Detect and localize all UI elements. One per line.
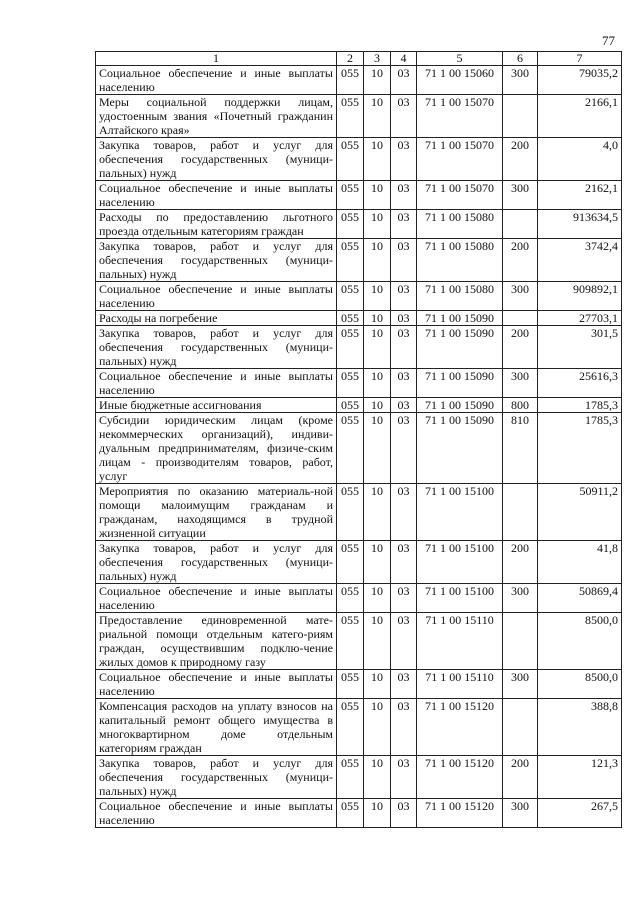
row-description: Социальное обеспечение и иные выплаты населению [96, 66, 337, 95]
admin-code: 055 [337, 613, 364, 670]
section-code: 10 [364, 799, 391, 828]
admin-code: 055 [337, 138, 364, 181]
expense-type-code [503, 484, 538, 541]
row-description: Расходы на погребение [96, 311, 337, 326]
row-description: Социальное обеспечение и иные выплаты населению [96, 799, 337, 828]
section-code: 10 [364, 670, 391, 699]
expense-type-code: 300 [503, 181, 538, 210]
subsection-code: 03 [391, 239, 417, 282]
admin-code: 055 [337, 210, 364, 239]
subsection-code: 03 [391, 484, 417, 541]
amount: 4,0 [538, 138, 622, 181]
admin-code: 055 [337, 239, 364, 282]
amount: 8500,0 [538, 613, 622, 670]
section-code: 10 [364, 210, 391, 239]
subsection-code: 03 [391, 282, 417, 311]
column-header: 7 [538, 52, 622, 66]
section-code: 10 [364, 584, 391, 613]
row-description: Социальное обеспечение и иные выплаты населению [96, 670, 337, 699]
table-row [96, 369, 622, 398]
admin-code: 055 [337, 699, 364, 756]
subsection-code: 03 [391, 311, 417, 326]
budget-table [95, 51, 622, 828]
expense-type-code: 810 [503, 413, 538, 484]
table-row [96, 138, 622, 181]
column-header: 5 [417, 52, 503, 66]
row-description: Социальное обеспечение и иные выплаты населению [96, 181, 337, 210]
table-row [96, 484, 622, 541]
row-description: Закупка товаров, работ и услуг для обеспечения государственных (муници-пальных) нужд [96, 541, 337, 584]
expense-type-code: 300 [503, 670, 538, 699]
target-item-code: 71 1 00 15100 [417, 584, 503, 613]
subsection-code: 03 [391, 756, 417, 799]
admin-code: 055 [337, 181, 364, 210]
target-item-code: 71 1 00 15090 [417, 326, 503, 369]
row-description: Социальное обеспечение и иные выплаты населению [96, 369, 337, 398]
expense-type-code: 300 [503, 369, 538, 398]
admin-code: 055 [337, 484, 364, 541]
column-header: 1 [96, 52, 337, 66]
section-code: 10 [364, 282, 391, 311]
table-row [96, 413, 622, 484]
subsection-code: 03 [391, 699, 417, 756]
subsection-code: 03 [391, 181, 417, 210]
section-code: 10 [364, 699, 391, 756]
section-code: 10 [364, 413, 391, 484]
expense-type-code [503, 210, 538, 239]
table-row [96, 756, 622, 799]
section-code: 10 [364, 369, 391, 398]
row-description: Социальное обеспечение и иные выплаты населению [96, 282, 337, 311]
target-item-code: 71 1 00 15090 [417, 369, 503, 398]
table-row [96, 699, 622, 756]
row-description: Закупка товаров, работ и услуг для обеспечения государственных (муници-пальных) нужд [96, 756, 337, 799]
target-item-code: 71 1 00 15080 [417, 282, 503, 311]
target-item-code: 71 1 00 15110 [417, 613, 503, 670]
target-item-code: 71 1 00 15120 [417, 756, 503, 799]
section-code: 10 [364, 181, 391, 210]
amount: 8500,0 [538, 670, 622, 699]
amount: 388,8 [538, 699, 622, 756]
target-item-code: 71 1 00 15100 [417, 484, 503, 541]
expense-type-code: 300 [503, 66, 538, 95]
subsection-code: 03 [391, 799, 417, 828]
row-description: Расходы по предоставлению льготного проезда отдельным категориям граждан [96, 210, 337, 239]
admin-code: 055 [337, 541, 364, 584]
amount: 2162,1 [538, 181, 622, 210]
amount: 909892,1 [538, 282, 622, 311]
section-code: 10 [364, 138, 391, 181]
section-code: 10 [364, 613, 391, 670]
row-description: Предоставление единовременной мате-риальной помощи отдельным катего-риям граждан, осуществившим подклю-чение жилых домов к природному газу [96, 613, 337, 670]
subsection-code: 03 [391, 369, 417, 398]
expense-type-code [503, 613, 538, 670]
section-code: 10 [364, 239, 391, 282]
expense-type-code: 200 [503, 326, 538, 369]
admin-code: 055 [337, 756, 364, 799]
subsection-code: 03 [391, 66, 417, 95]
amount: 267,5 [538, 799, 622, 828]
section-code: 10 [364, 66, 391, 95]
expense-type-code: 300 [503, 282, 538, 311]
expense-type-code [503, 699, 538, 756]
expense-type-code: 800 [503, 398, 538, 413]
amount: 1785,3 [538, 398, 622, 413]
amount: 913634,5 [538, 210, 622, 239]
table-row [96, 311, 622, 326]
admin-code: 055 [337, 799, 364, 828]
expense-type-code: 200 [503, 239, 538, 282]
page-number: 77 [602, 33, 615, 48]
table-row [96, 210, 622, 239]
subsection-code: 03 [391, 584, 417, 613]
target-item-code: 71 1 00 15070 [417, 138, 503, 181]
target-item-code: 71 1 00 15090 [417, 398, 503, 413]
admin-code: 055 [337, 311, 364, 326]
admin-code: 055 [337, 584, 364, 613]
row-description: Мероприятия по оказанию материаль-ной помощи малоимущим гражданам и гражданам, находящимся в трудной жизненной ситуации [96, 484, 337, 541]
admin-code: 055 [337, 95, 364, 138]
admin-code: 055 [337, 326, 364, 369]
expense-type-code: 200 [503, 541, 538, 584]
expense-type-code: 200 [503, 756, 538, 799]
target-item-code: 71 1 00 15090 [417, 311, 503, 326]
target-item-code: 71 1 00 15080 [417, 239, 503, 282]
column-header: 6 [503, 52, 538, 66]
table-row [96, 613, 622, 670]
section-code: 10 [364, 756, 391, 799]
target-item-code: 71 1 00 15100 [417, 541, 503, 584]
target-item-code: 71 1 00 15120 [417, 699, 503, 756]
row-description: Компенсация расходов на уплату взносов на капитальный ремонт общего имущества в многоквартирном доме отдельным категориям граждан [96, 699, 337, 756]
subsection-code: 03 [391, 398, 417, 413]
amount: 2166,1 [538, 95, 622, 138]
subsection-code: 03 [391, 413, 417, 484]
table-row [96, 282, 622, 311]
admin-code: 055 [337, 413, 364, 484]
column-header: 2 [337, 52, 364, 66]
amount: 121,3 [538, 756, 622, 799]
admin-code: 055 [337, 369, 364, 398]
table-row [96, 95, 622, 138]
amount: 50869,4 [538, 584, 622, 613]
subsection-code: 03 [391, 670, 417, 699]
admin-code: 055 [337, 398, 364, 413]
amount: 301,5 [538, 326, 622, 369]
section-code: 10 [364, 326, 391, 369]
table-row [96, 239, 622, 282]
table-row [96, 181, 622, 210]
row-description: Закупка товаров, работ и услуг для обеспечения государственных (муници-пальных) нужд [96, 138, 337, 181]
subsection-code: 03 [391, 210, 417, 239]
subsection-code: 03 [391, 613, 417, 670]
target-item-code: 71 1 00 15070 [417, 95, 503, 138]
column-header: 4 [391, 52, 417, 66]
table-row [96, 541, 622, 584]
amount: 79035,2 [538, 66, 622, 95]
expense-type-code [503, 95, 538, 138]
target-item-code: 71 1 00 15080 [417, 210, 503, 239]
target-item-code: 71 1 00 15060 [417, 66, 503, 95]
table-row [96, 66, 622, 95]
expense-type-code: 200 [503, 138, 538, 181]
row-description: Закупка товаров, работ и услуг для обеспечения государственных (муници-пальных) нужд [96, 239, 337, 282]
section-code: 10 [364, 541, 391, 584]
table-row [96, 799, 622, 828]
subsection-code: 03 [391, 326, 417, 369]
expense-type-code: 300 [503, 584, 538, 613]
table-row [96, 670, 622, 699]
column-header: 3 [364, 52, 391, 66]
column-number-header [96, 52, 622, 66]
target-item-code: 71 1 00 15120 [417, 799, 503, 828]
subsection-code: 03 [391, 138, 417, 181]
section-code: 10 [364, 484, 391, 541]
amount: 1785,3 [538, 413, 622, 484]
row-description: Иные бюджетные ассигнования [96, 398, 337, 413]
row-description: Меры социальной поддержки лицам, удостоенным звания «Почетный гражданин Алтайского края» [96, 95, 337, 138]
table-row [96, 326, 622, 369]
expense-type-code: 300 [503, 799, 538, 828]
target-item-code: 71 1 00 15110 [417, 670, 503, 699]
row-description: Закупка товаров, работ и услуг для обеспечения государственных (муници-пальных) нужд [96, 326, 337, 369]
target-item-code: 71 1 00 15090 [417, 413, 503, 484]
admin-code: 055 [337, 670, 364, 699]
amount: 50911,2 [538, 484, 622, 541]
admin-code: 055 [337, 282, 364, 311]
amount: 27703,1 [538, 311, 622, 326]
target-item-code: 71 1 00 15070 [417, 181, 503, 210]
row-description: Субсидии юридическим лицам (кроме некоммерческих организаций), индиви-дуальным предпринимателям, физиче-ским лицам - производителям товаров, работ, услуг [96, 413, 337, 484]
amount: 41,8 [538, 541, 622, 584]
expense-type-code [503, 311, 538, 326]
amount: 3742,4 [538, 239, 622, 282]
admin-code: 055 [337, 66, 364, 95]
table-row [96, 584, 622, 613]
section-code: 10 [364, 95, 391, 138]
section-code: 10 [364, 311, 391, 326]
table-row [96, 398, 622, 413]
subsection-code: 03 [391, 541, 417, 584]
amount: 25616,3 [538, 369, 622, 398]
subsection-code: 03 [391, 95, 417, 138]
row-description: Социальное обеспечение и иные выплаты населению [96, 584, 337, 613]
section-code: 10 [364, 398, 391, 413]
